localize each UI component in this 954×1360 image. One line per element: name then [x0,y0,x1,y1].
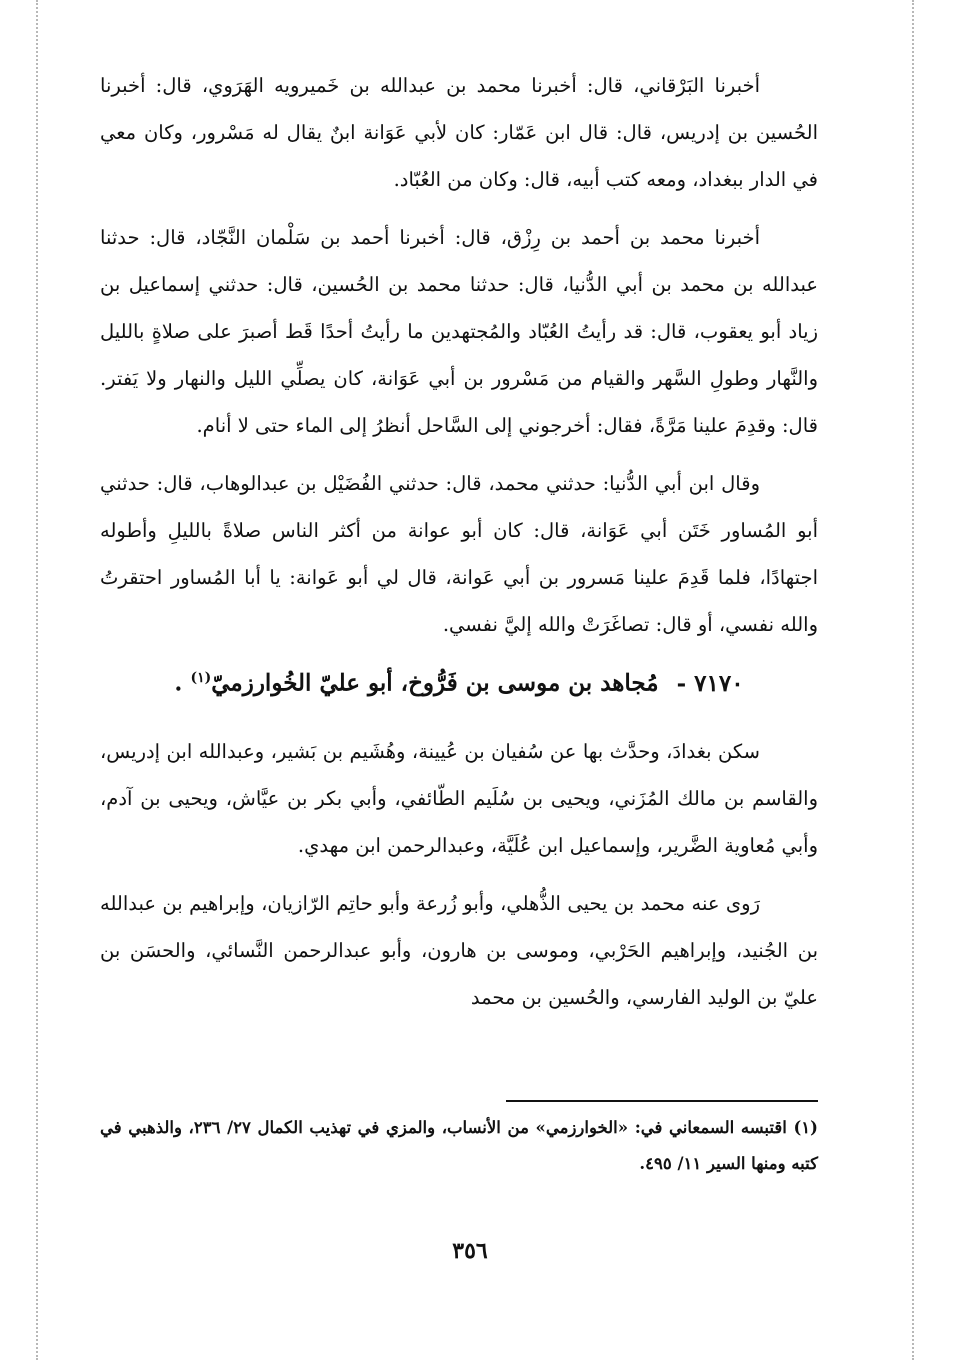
page-number: ٣٥٦ [452,1238,488,1264]
paragraph-5: رَوى عنه محمد بن يحيى الذُّهلي، وأبو زُرعة وأبو حاتِم الرّازيان، وإبراهيم بن عبدالله بن الجُنيد، وإبراهيم الحَرْبي، وموسى بن هارون، وأبو عبدالرحمن النَّسائي، والحسَن بن عليّ بن الوليد الفارسي، والحُسين بن محمد [100,891,818,1009]
paragraph-3: وقال ابن أبي الدُّنيا: حدثني محمد، قال: حدثني الفُضَيْل بن عبدالوهاب، قال: حدثني أبو المُساور خَتَن أبي عَوَانة، قال: كان أبو عوانة من أكثر الناس صلاةً بالليلِ وأطوله اجتهادًا، فلما قَدِمَ علينا مَسرور بن أبي عَوانة، قال لي أبو عَوانة: يا أبا المُساور احتقرتُ والله نفسي، أو قال: تصاغَرَتْ والله إليَّ نفسي. [100,472,818,636]
scan-edge-right [912,0,914,1360]
entry-trailing-dot: . [174,669,183,697]
paragraph-4: سكن بغدادَ، وحدَّث بها عن سُفيان بن عُيينة، وهُشَيم بن بَشير، وعبدالله ابن إدريس، والقاسم بن مالك المُزَني، ويحيى بن سُلَيم الطّائفي، وأبي بكر بن عيَّاش، ويحيى بن آدم، وأبي مُعاوية الضَّرير، وإسماعيل ابن عُلَيَّة، وعبدالرحمن ابن مهدي. [100,739,818,857]
entry-heading [100,652,818,710]
paragraph-1: أخبرنا البَرْقاني، قال: أخبرنا محمد بن عبدالله بن خَميرويه الهَرَوي، قال: أخبرنا الحُسين بن إدريس، قال: قال ابن عَمّار: كان لأبي عَوَانة ابنٌ يقال له مَسْرور، وكان معي في الدار ببغداد، ومعه كتب أبيه، قال: وكان من العُبّاد. [100,74,818,191]
entry-number: ٧١٧٠ - [676,669,744,697]
paragraph-2: أخبرنا محمد بن أحمد بن رِزْق، قال: أخبرنا أحمد بن سَلْمان النَّجّاد، قال: حدثنا عبدالله بن محمد بن أبي الدُّنيا، قال: حدثنا محمد بن الحُسين، قال: حدثني إسماعيل بن زياد أبو يعقوب، قال: قد رأيتُ العُبّاد والمُجتهدين ما رأيتُ أحدًا قَط أصبرَ على صلاةٍ بالليل والنَّهار وطولِ السَّهر والقيام من مَسْرور بن أبي عَوَانة، كان يصلِّي الليل والنهار ولا يَفتر. قال: وقدِمَ علينا مَرَّةً، فقال: أخرجوني إلى السَّاحل أنظرُ إلى الماء حتى لا أنام. [100,226,818,437]
footnote: (١) اقتبسه السمعاني في: «الخوارزمي» من الأنساب، والمزي في تهذيب الكمال ٢٧/ ٢٣٦، والذهبي في كتبه ومنها السير ١١/ ٤٩٥. [100,1118,818,1173]
entry-title: مُجاهد بن موسى بن فَرُّوخ، أبو عليّ الخُوارزميّ [211,669,659,697]
footnote-divider [506,1100,818,1102]
page-body [100,62,818,1032]
scan-edge-left [36,0,38,1360]
footnote-marker: (١) [190,670,212,686]
